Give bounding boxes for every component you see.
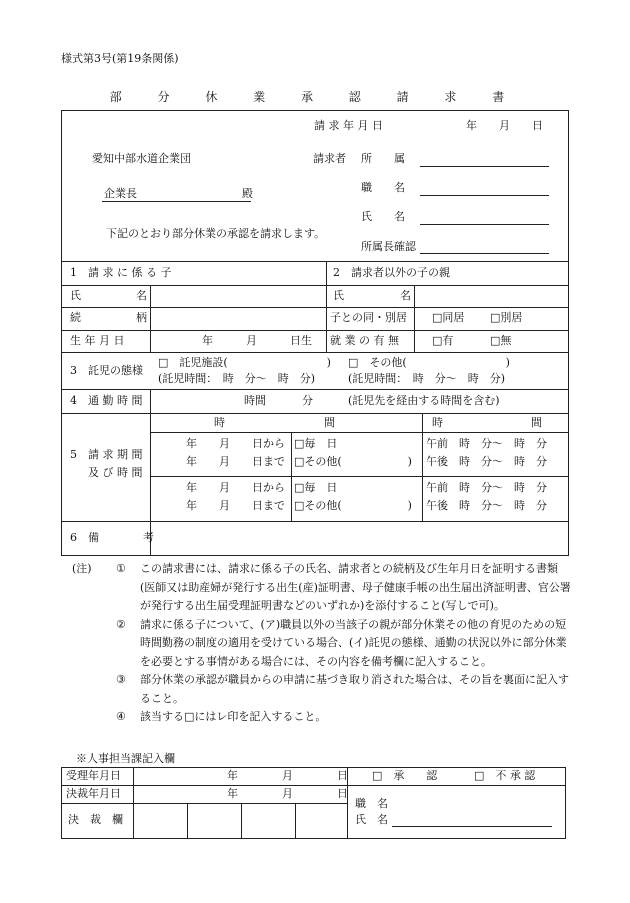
request-date-field[interactable]: 年 月 日 — [466, 119, 543, 132]
commute-hours[interactable]: 時間 — [244, 394, 266, 407]
affiliation-field[interactable] — [420, 166, 549, 167]
approval-label: 決 裁 欄 — [68, 813, 123, 826]
note-number: ③ — [116, 673, 126, 686]
note-number: ① — [116, 562, 126, 575]
note-text: 該当する□にはレ印を記入すること。 — [140, 710, 327, 723]
care-hours-other[interactable]: (託児時間： 時 分〜 時 分) — [348, 372, 506, 385]
employment-yes-checkbox[interactable]: □有 — [432, 334, 454, 347]
note-item — [116, 671, 572, 708]
cohabit-same-checkbox[interactable]: □同居 — [432, 311, 465, 324]
note-number: ② — [116, 617, 126, 631]
period2-am[interactable]: 午前 時 分〜 時 分 — [426, 481, 547, 494]
remarks-field[interactable] — [152, 523, 566, 553]
note-item — [116, 560, 572, 616]
period-label-2: 及 び 時 間 — [88, 466, 143, 479]
care-facility-checkbox[interactable]: □ 託児施設( ) — [158, 356, 331, 369]
care-label: 3 託児の態様 — [70, 364, 143, 377]
care-hours-facility[interactable]: (託児時間： 時 分〜 時 分) — [158, 372, 316, 385]
period1-daily-checkbox[interactable]: □毎 日 — [294, 437, 338, 450]
form-number: 様式第3号(第19条関係) — [61, 52, 179, 65]
child-name-label-a: 氏 — [70, 289, 81, 302]
remarks-label: 6 備 考 — [70, 531, 154, 544]
name-label: 氏 名 — [361, 210, 405, 223]
received-date-label: 受理年月日 — [66, 769, 121, 782]
hr-section-title: ※人事担当課記入欄 — [76, 752, 175, 765]
decided-date-label: 決裁年月日 — [66, 787, 121, 800]
approved-checkbox[interactable]: □ 承 認 — [372, 769, 438, 782]
position-label: 職 名 — [361, 181, 405, 194]
birth-value[interactable]: 年 月 日生 — [202, 334, 312, 347]
period2-pm[interactable]: 午後 時 分〜 時 分 — [426, 499, 547, 512]
birth-label: 生 年 月 日 — [70, 334, 125, 347]
relation-label-b: 柄 — [136, 311, 147, 324]
name-field[interactable] — [420, 224, 549, 225]
period-column-header: 時 間 — [214, 416, 335, 429]
requester-label: 請求者 — [313, 152, 346, 165]
recipient-suffix: 殿 — [242, 187, 253, 200]
period2-daily-checkbox[interactable]: □毎 日 — [294, 481, 338, 494]
commute-note: (託児先を経由する時間を含む) — [348, 394, 500, 407]
note-item — [116, 708, 572, 727]
notes-prefix: (注) — [72, 562, 92, 575]
section-other-parent-header: 2 請求者以外の子の親 — [333, 266, 450, 279]
period1-pm[interactable]: 午後 時 分〜 時 分 — [426, 455, 547, 468]
cohabit-label: 子との同・別居 — [330, 311, 407, 324]
hr-table — [61, 767, 566, 839]
position-field[interactable] — [420, 195, 549, 196]
approval-cell-2[interactable] — [189, 805, 239, 836]
approval-cell-4[interactable] — [297, 805, 345, 836]
employment-no-checkbox[interactable]: □無 — [490, 334, 512, 347]
addressee: 愛知中部水道企業団 — [92, 152, 191, 165]
care-other-checkbox[interactable]: □ その他( ) — [348, 356, 510, 369]
period2-from[interactable]: 年 月 日から — [186, 481, 285, 494]
recipient-title: 企業長 — [104, 187, 137, 200]
approver-name-label: 氏 名 — [355, 813, 388, 826]
recipient-underline — [102, 201, 251, 202]
received-date-field[interactable]: 年 月 日 — [227, 769, 348, 782]
period2-other-checkbox[interactable]: □その他( ) — [294, 499, 412, 512]
notes-block — [72, 560, 572, 727]
commute-label: 4 通 勤 時 間 — [70, 394, 143, 407]
note-text: この請求書には、請求に係る子の氏名、請求者との続柄及び生年月日を証明する書類(医師又は助産婦が発行する出生(産)証明書、母子健康手帳の出生届出済証明書、官公署が発行する出生届受理証明書などのいずれか)を添付すること(写しで可)。 — [140, 562, 571, 612]
form-title: 部 分 休 業 承 認 請 求 書 — [109, 90, 521, 104]
chief-confirm-field[interactable] — [420, 253, 549, 254]
period1-from[interactable]: 年 月 日から — [186, 437, 285, 450]
period2-to[interactable]: 年 月 日まで — [186, 499, 285, 512]
chief-confirm-label: 所属長確認 — [361, 240, 416, 253]
relation-label-a: 続 — [70, 311, 81, 324]
section-child-header: 1 請 求 に 係 る 子 — [70, 266, 172, 279]
decided-date-field[interactable]: 年 月 日 — [227, 787, 348, 800]
note-item — [116, 616, 572, 672]
child-name-label-b: 名 — [136, 289, 147, 302]
approval-cell-3[interactable] — [243, 805, 293, 836]
request-form — [61, 110, 569, 556]
period1-am[interactable]: 午前 時 分〜 時 分 — [426, 437, 547, 450]
parent-name-label-b: 名 — [400, 289, 411, 302]
note-text: 部分休業の承認が職員からの申請に基づき取り消された場合は、その旨を裏面に記入すること。 — [140, 673, 569, 705]
approver-position-label: 職 名 — [355, 797, 388, 810]
employment-label: 就 業 の 有 無 — [330, 334, 399, 347]
approval-cell-1[interactable] — [135, 805, 185, 836]
period1-to[interactable]: 年 月 日まで — [186, 455, 285, 468]
period1-other-checkbox[interactable]: □その他( ) — [294, 455, 412, 468]
request-statement: 下記のとおり部分休業の承認を請求します。 — [106, 227, 326, 240]
note-text: 請求に係る子について、(ア)職員以外の当該子の親が部分休業その他の育児のための短時間勤務の制度の適用を受けている場合、(イ)託児の態様、通勤の状況以外に部分休業を必要とする事情がある場合には、その内容を備考欄に記入すること。 — [140, 617, 567, 668]
approver-name-field[interactable] — [392, 826, 552, 827]
not-approved-checkbox[interactable]: □ 不 承 認 — [474, 769, 536, 782]
note-number: ④ — [116, 710, 126, 723]
commute-minutes[interactable]: 分 — [302, 394, 313, 407]
period-label-1: 5 請 求 期 間 — [70, 448, 143, 461]
affiliation-label: 所 属 — [361, 152, 405, 165]
time-column-header: 時 間 — [432, 416, 542, 429]
parent-name-label-a: 氏 — [333, 289, 344, 302]
request-date-label: 請 求 年 月 日 — [314, 119, 383, 132]
cohabit-separate-checkbox[interactable]: □別居 — [490, 311, 523, 324]
